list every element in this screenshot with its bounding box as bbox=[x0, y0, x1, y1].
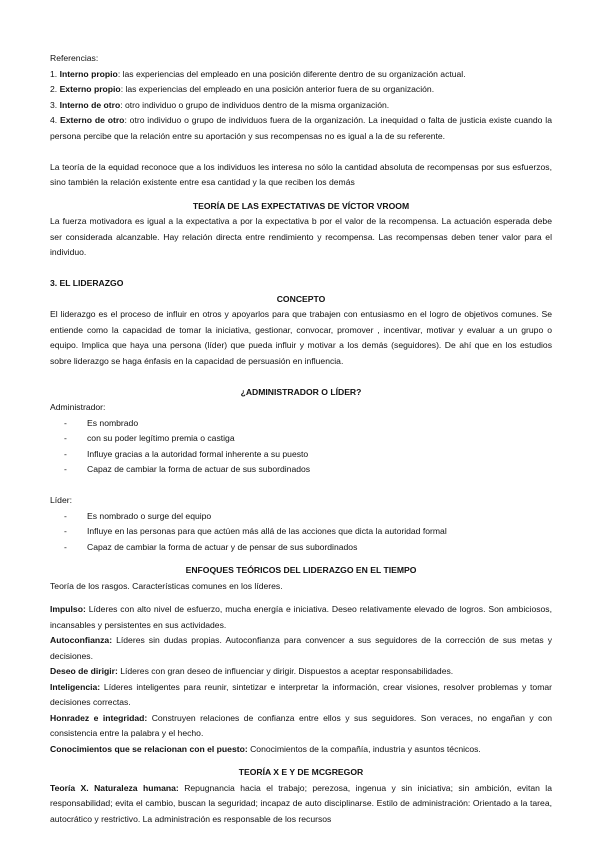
list-item: - Influye en las personas para que actúen más allá de las acciones que dicta la autoridad formal bbox=[50, 524, 552, 540]
rasgo-paragraph: Autoconfianza: Líderes sin dudas propias. Autoconfianza para convencer a sus seguidores de la corrección de sus metas y decisiones. bbox=[50, 635, 552, 661]
referencia-item: 1. Interno propio: las experiencias del empleado en una posición diferente dentro de su organización actual. bbox=[50, 68, 466, 79]
mcgregor-title: TEORÍA X E Y DE MCGREGOR bbox=[238, 767, 364, 777]
rasgo-paragraph: Conocimientos que se relacionan con el puesto: Conocimientos de la compañía, industria y asuntos técnicos. bbox=[50, 743, 481, 754]
equidad-paragraph: La teoría de la equidad reconoce que a los individuos les interesa no sólo la cantidad absoluta de recompensas por sus esfuerzos, sino también la relación existente entre esa cantidad y la que reciben los demás bbox=[50, 161, 552, 187]
list-item: - Es nombrado o surge del equipo bbox=[50, 509, 552, 525]
liderazgo-section-heading: 3. EL LIDERAZGO bbox=[50, 278, 124, 288]
admin-list bbox=[50, 416, 552, 478]
list-item: - Es nombrado bbox=[50, 416, 552, 432]
referencia-item: 4. Externo de otro: otro individuo o grupo de individuos fuera de la organización. La inequidad o falta de justicia existe cuando la persona percibe que la relación entre su aportación y sus recompensas no es igual a la de su referente. bbox=[50, 115, 552, 141]
concepto-paragraph: El liderazgo es el proceso de influir en otros y apoyarlos para que trabajen con entusiasmo en el logro de objetivos comunes. Se entiende como la capacidad de tomar la iniciativa, gestionar, convocar, promover , incentivar, motivar y evaluar a un grupo o equipo. Implica que haya una persona (líder) que pueda influir y motivar a los demás (seguidores). De ahí que en los estudios sobre liderazgo se haga énfasis en la capacidad de persuasión en influencia. bbox=[50, 309, 552, 366]
list-item: - Capaz de cambiar la forma de actuar y de pensar de sus subordinados bbox=[50, 540, 552, 556]
mcgregor-paragraph: Teoría X. Naturaleza humana: Repugnancia hacia el trabajo; perezosa, ingenua y sin iniciativa; sin ambición, evitan la responsabilidad; evita el cambio, buscan la seguridad; incapaz de auto disciplinarse. Estilo de administración: Orientado a la tarea, autocrático y restrictivo. La administración es responsable de los recursos bbox=[50, 782, 552, 824]
list-item: - Capaz de cambiar la forma de actuar de sus subordinados bbox=[50, 462, 552, 478]
enfoques-title: ENFOQUES TEÓRICOS DEL LIDERAZGO EN EL TIEMPO bbox=[185, 565, 417, 575]
referencia-item: 2. Externo propio: las experiencias del empleado en una posición anterior fuera de su organización. bbox=[50, 84, 435, 94]
list-item: - Influye gracias a la autoridad formal inherente a su puesto bbox=[50, 447, 552, 463]
referencias-heading: Referencias: bbox=[50, 53, 99, 63]
referencia-item: 3. Interno de otro: otro individuo o grupo de individuos dentro de la misma organización. bbox=[50, 99, 390, 110]
lider-list bbox=[50, 509, 552, 556]
concepto-title: CONCEPTO bbox=[276, 293, 326, 304]
admin-label: Administrador: bbox=[50, 402, 106, 412]
enfoques-intro: Teoría de los rasgos. Características comunes en los líderes. bbox=[50, 580, 283, 591]
rasgo-paragraph: Inteligencia: Líderes inteligentes para reunir, sintetizar e interpretar la información, crear visiones, resolver problemas y tomar decisiones correctas. bbox=[50, 681, 552, 707]
list-item: - con su poder legítimo premia o castiga bbox=[50, 431, 552, 447]
rasgo-paragraph: Honradez e integridad: Construyen relaciones de confianza entre ellos y sus seguidores. Son veraces, no engañan y con consistencia entre la palabra y el hecho. bbox=[50, 712, 553, 738]
rasgo-paragraph: Impulso: Líderes con alto nivel de esfuerzo, mucha energía e iniciativa. Deseo relativamente elevado de logros. Son ambiciosos, incansables y persistentes en sus actividades. bbox=[50, 604, 552, 630]
vroom-paragraph: La fuerza motivadora es igual a la expectativa a por la expectativa b por el valor de la recompensa. La actuación esperada debe ser considerada alcanzable. Hay relación directa entre rendimiento y recompensa. Las recompensas deben tener valor para el individuo. bbox=[50, 216, 552, 257]
admin-lider-title: ¿ADMINISTRADOR O LÍDER? bbox=[240, 386, 362, 397]
vroom-title: TEORÍA DE LAS EXPECTATIVAS DE VÍCTOR VROOM bbox=[192, 200, 410, 211]
lider-label: Líder: bbox=[50, 495, 72, 505]
rasgo-paragraph: Deseo de dirigir: Líderes con gran deseo de influenciar y dirigir. Dispuestos a aceptar responsabilidades. bbox=[50, 666, 454, 676]
document-body bbox=[50, 51, 552, 827]
